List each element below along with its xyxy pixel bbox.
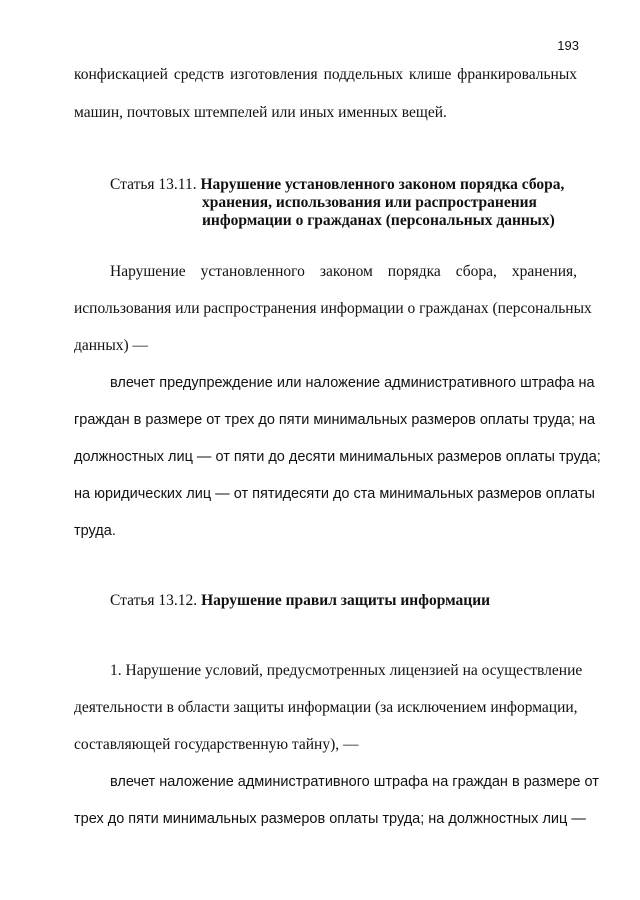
article-13-12-item1-line-1: 1. Нарушение условий, предусмотренных лицензией на осуществление [110,662,583,679]
intro-line-2: машин, почтовых штемпелей или иных именных вещей. [74,104,447,121]
article-13-11-heading [110,176,564,194]
article-13-11-body-line-2: использования или распространения информации о гражданах (персональных [74,300,592,317]
article-13-12-penalty-line-2: трех до пяти минимальных размеров оплаты труда; на должностных лиц — [74,811,586,827]
article-13-11-label: Статья 13.11. [110,176,197,193]
article-13-11-penalty-line-5: труда. [74,523,116,539]
article-13-11-penalty-line-2: граждан в размере от трех до пяти минимальных размеров оплаты труда; на [74,412,596,428]
article-13-12-penalty-line-1: влечет наложение административного штрафа на граждан в размере от [110,774,599,790]
article-13-11-title-line-3: информации о гражданах (персональных данных) [202,212,555,229]
article-13-11-penalty-line-3: должностных лиц — от пяти до десяти минимальных размеров оплаты труда; [74,449,601,465]
page-number: 193 [557,38,579,53]
article-13-11-body-line-3: данных) — [74,337,149,354]
article-13-11-title-line-1: Нарушение установленного законом порядка сбора, [200,176,565,193]
article-13-11-body-line-1: Нарушение установленного законом порядка сбора, хранения, [110,263,577,280]
article-13-12-item1-line-2: деятельности в области защиты информации (за исключением информации, [74,699,578,716]
article-13-12-item1-line-3: составляющей государственную тайну), — [74,736,359,753]
article-13-12-label: Статья 13.12. [110,592,198,609]
article-13-11-penalty-line-1: влечет предупреждение или наложение административного штрафа на [110,375,595,391]
article-13-12-heading [110,592,490,610]
article-13-11-title-line-2: хранения, использования или распространения [202,194,537,211]
article-13-12-title: Нарушение правил защиты информации [201,592,491,609]
article-13-11-penalty-line-4: на юридических лиц — от пятидесяти до ста минимальных размеров оплаты [74,486,595,502]
intro-line-1: конфискацией средств изготовления поддельных клише франкировальных [74,66,577,83]
